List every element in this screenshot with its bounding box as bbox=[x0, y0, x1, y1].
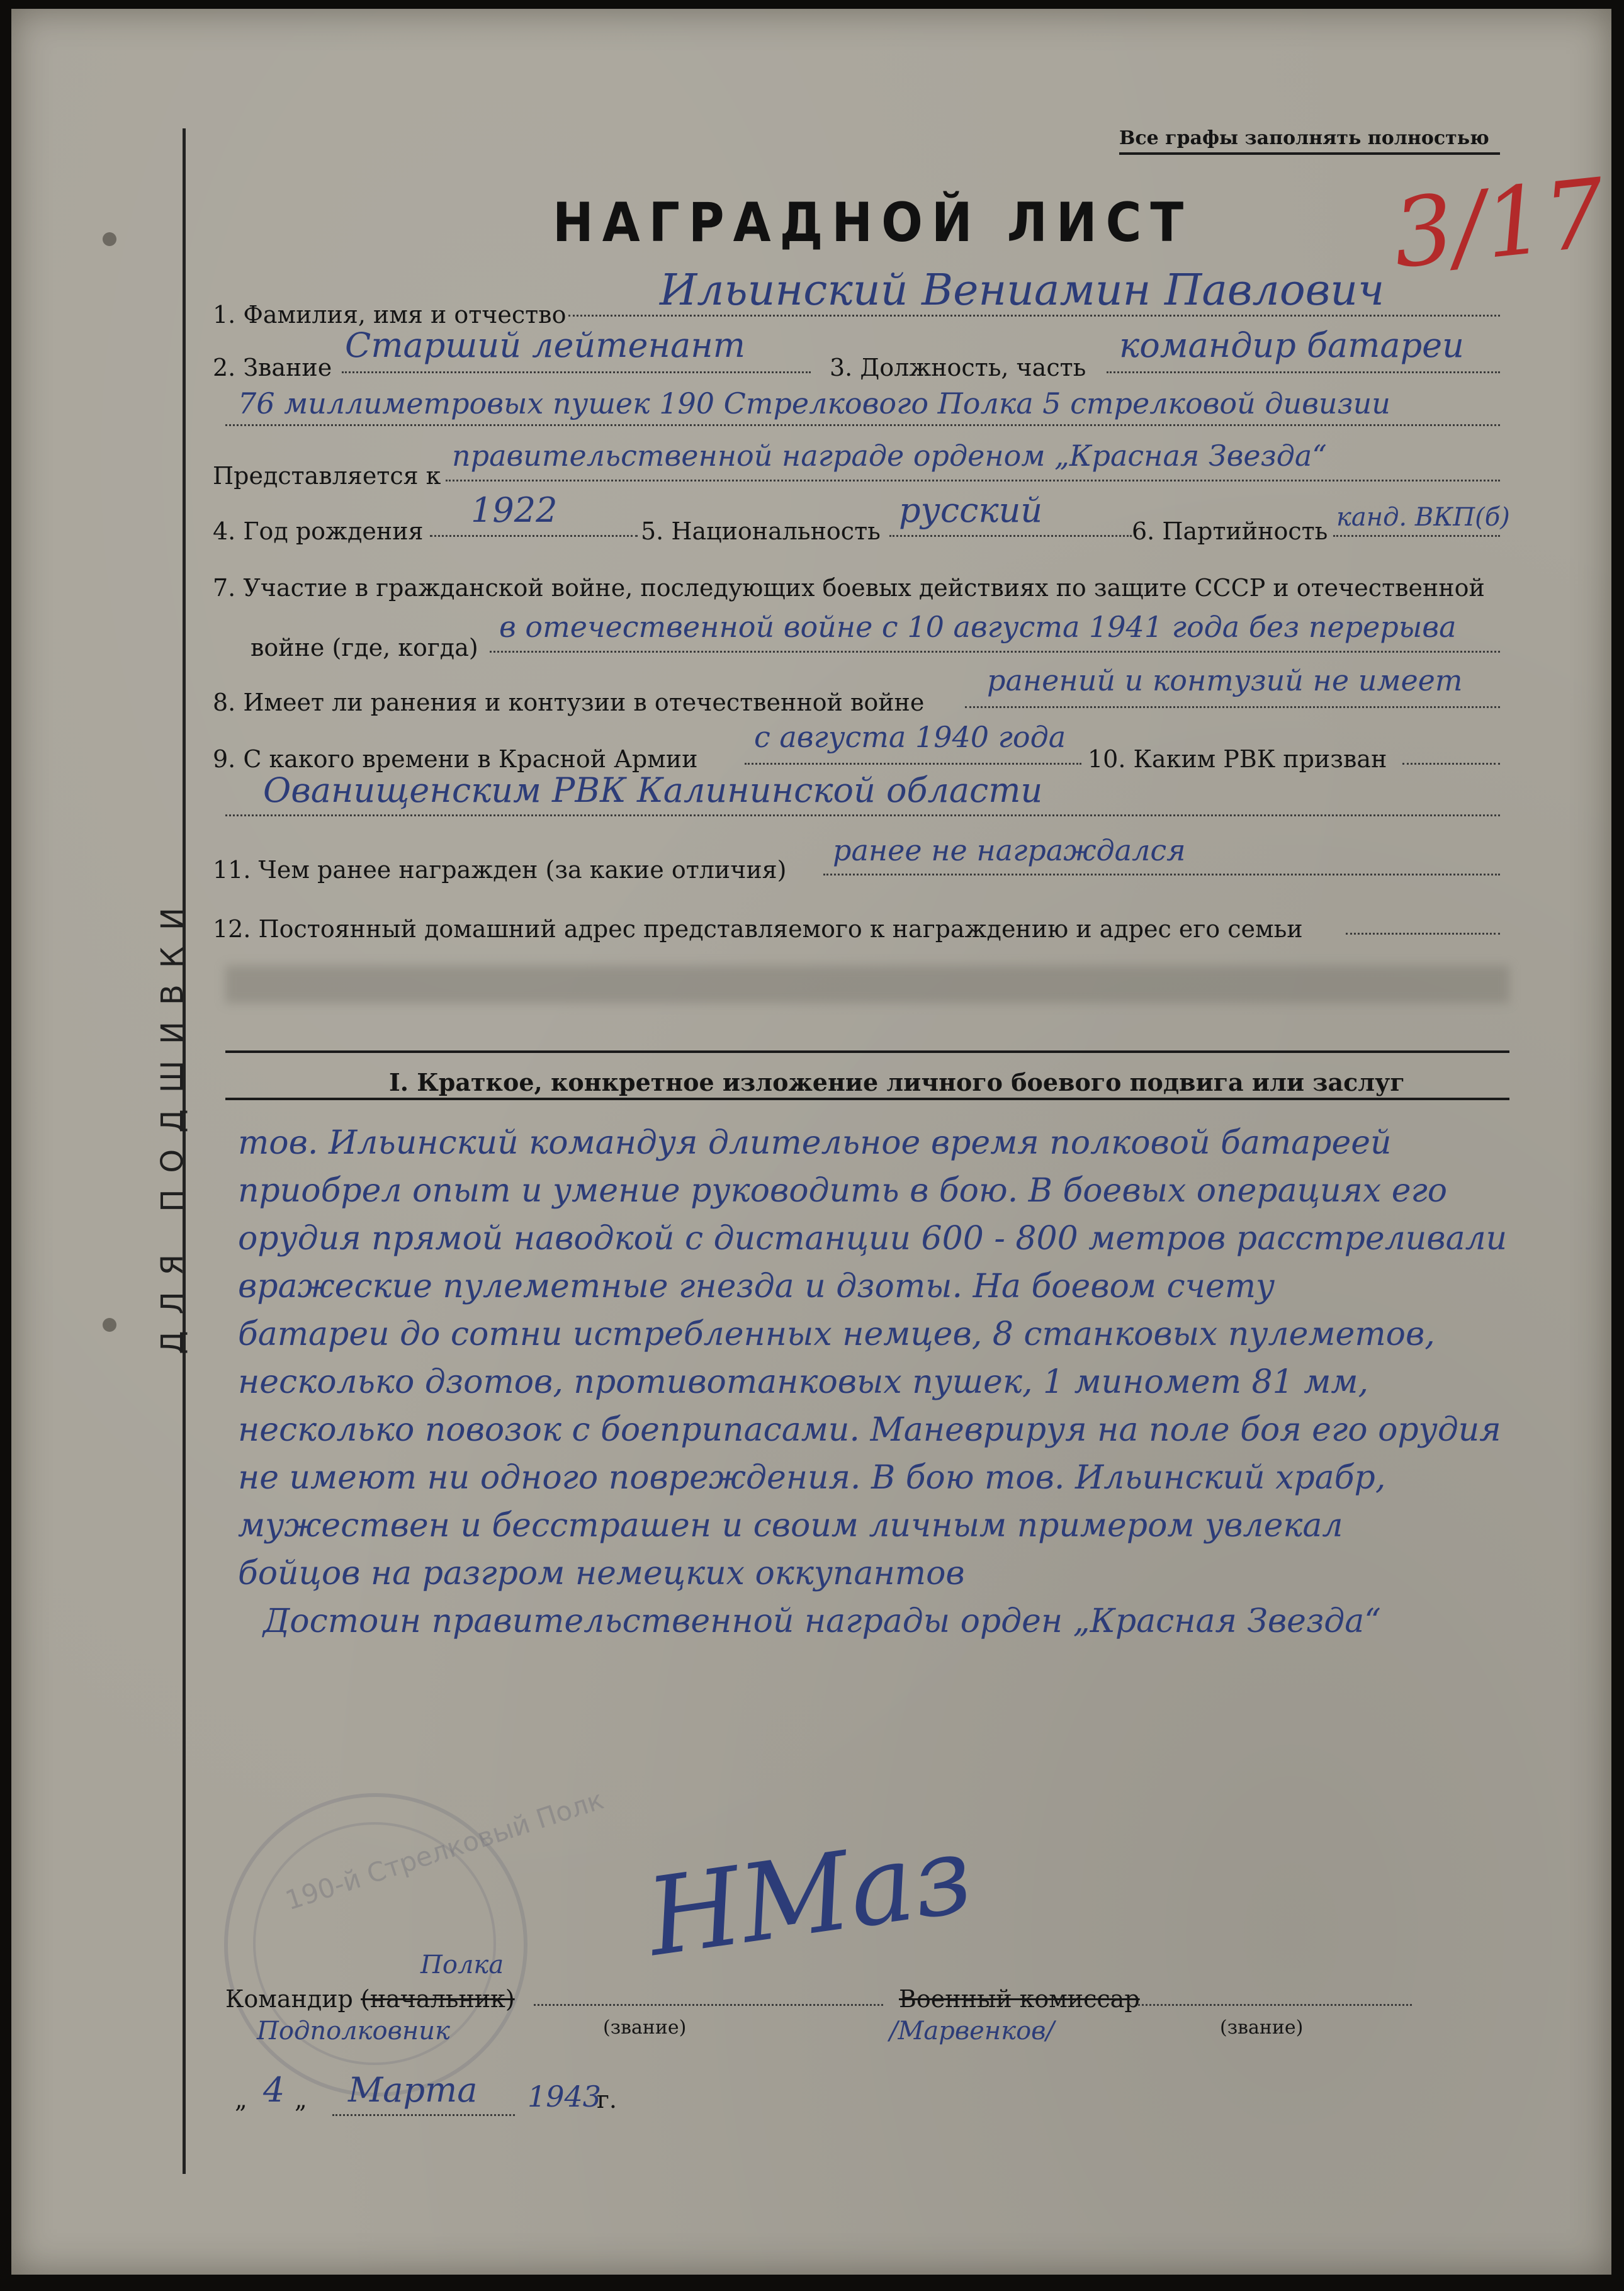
rank-caption: (звание) bbox=[603, 2017, 687, 2039]
field-7-value: в отечественной войне с 10 августа 1941 года без перерыва bbox=[499, 610, 1457, 644]
field-4-value: 1922 bbox=[471, 490, 558, 530]
field-1-label: 1. Фамилия, имя и отчество bbox=[213, 301, 567, 329]
narrative-line: вражеские пулеметные гнезда и дзоты. На боевом счету bbox=[238, 1268, 1275, 1305]
date-suffix: г. bbox=[597, 2086, 617, 2114]
red-pencil-number: 3/17 bbox=[1387, 158, 1611, 290]
narrative-line: не имеют ни одного повреждения. В бою тов. Ильинский храбр, bbox=[238, 1459, 1386, 1497]
field-9-value: с августа 1940 года bbox=[754, 720, 1066, 754]
narrative-line: батареи до сотни истребленных немцев, 8 станковых пулеметов, bbox=[238, 1315, 1435, 1353]
date-year: 1943 bbox=[527, 2080, 602, 2114]
field-5-label: 5. Национальность bbox=[641, 517, 881, 545]
seal-text: 190-й Стрелковый Полк bbox=[281, 1784, 607, 1917]
field-9-line bbox=[745, 763, 1081, 765]
narrative-line: орудия прямой наводкой с дистанции 600 - 800 метров расстреливали bbox=[238, 1220, 1508, 1258]
narrative-line: несколько повозок с боеприпасами. Маневрируя на поле боя его орудия bbox=[238, 1411, 1501, 1449]
field-10-value: Ованищенским РВК Калининской области bbox=[263, 770, 1043, 810]
field-8-line bbox=[965, 706, 1500, 708]
redacted-address bbox=[225, 965, 1509, 1003]
field-7-label-2: войне (где, когда) bbox=[251, 634, 478, 661]
field-5-line bbox=[889, 535, 1132, 537]
section-rule-bottom bbox=[225, 1098, 1509, 1100]
presented-value: правительственной награде орденом „Красная Звезда“ bbox=[452, 439, 1327, 473]
narrative-line: тов. Ильинский командуя длительное время полковой батареей bbox=[238, 1124, 1392, 1162]
commander-signature: НМаз bbox=[640, 1812, 979, 1981]
binding-label: ДЛЯ ПОДШИВКИ bbox=[155, 891, 190, 1354]
commissar-line bbox=[1138, 2004, 1412, 2006]
field-5-value: русский bbox=[899, 490, 1043, 530]
award-sheet bbox=[11, 9, 1611, 2275]
field-8-value: ранений и контузий не имеет bbox=[987, 663, 1463, 697]
field-6-value: канд. ВКП(б) bbox=[1336, 503, 1510, 532]
field-12-line bbox=[1346, 933, 1500, 935]
commander-unit: Полка bbox=[420, 1950, 504, 1979]
commander-line bbox=[534, 2004, 883, 2006]
field-10-line bbox=[1402, 763, 1500, 765]
punch-hole bbox=[103, 1318, 116, 1332]
commissar-struck: Военный комиссар bbox=[899, 1985, 1140, 2013]
field-3-line-cont bbox=[225, 424, 1500, 426]
field-11-value: ранее не награждался bbox=[833, 833, 1186, 867]
field-2-value: Старший лейтенант bbox=[345, 325, 745, 365]
commander-label: Командир bbox=[225, 1985, 353, 2013]
commander-struck: (начальник) bbox=[361, 1985, 515, 2013]
field-11-line bbox=[823, 874, 1500, 875]
narrative-line: Достоин правительственной награды орден „Красная Звезда“ bbox=[263, 1602, 1381, 1640]
field-3-label: 3. Должность, часть bbox=[830, 354, 1086, 381]
field-6-label: 6. Партийность bbox=[1132, 517, 1328, 545]
field-7-line bbox=[490, 651, 1500, 653]
field-9-label: 9. С какого времени в Красной Армии bbox=[213, 745, 698, 773]
rank-value: Подполковник bbox=[257, 2017, 450, 2046]
field-2-label: 2. Звание bbox=[213, 354, 332, 381]
date-month-line bbox=[332, 2114, 515, 2116]
date-day: 4 bbox=[263, 2070, 285, 2110]
narrative-line: мужествен и бесстрашен и своим личным примером увлекал bbox=[238, 1507, 1343, 1545]
field-11-label: 11. Чем ранее награжден (за какие отличия) bbox=[213, 856, 787, 884]
field-3-value-cont: 76 миллиметровых пушек 190 Стрелкового Полка 5 стрелковой дивизии bbox=[238, 386, 1390, 420]
field-3-line bbox=[1107, 371, 1500, 373]
field-4-label: 4. Год рождения bbox=[213, 517, 424, 545]
commissar-name: /Марвенков/ bbox=[889, 2017, 1054, 2046]
field-6-line bbox=[1333, 535, 1500, 537]
narrative-line: бойцов на разгром немецких оккупантов bbox=[238, 1555, 965, 1592]
field-10-line-cont bbox=[225, 814, 1500, 816]
date-quote-open: „ bbox=[235, 2086, 247, 2114]
punch-hole bbox=[103, 232, 116, 246]
field-8-label: 8. Имеет ли ранения и контузии в отечественной войне bbox=[213, 689, 925, 716]
narrative-line: несколько дзотов, противотанковых пушек, 1 миномет 81 мм, bbox=[238, 1363, 1368, 1401]
commissar-caption: (звание) bbox=[1220, 2017, 1304, 2039]
field-4-line bbox=[430, 535, 638, 537]
narrative-line: приобрел опыт и умение руководить в бою. В боевых операциях его bbox=[238, 1172, 1448, 1210]
date-quote-mid: „ bbox=[295, 2086, 307, 2114]
field-12-label: 12. Постоянный домашний адрес представляемого к награждению и адрес его семьи bbox=[213, 915, 1303, 943]
presented-label: Представляется к bbox=[213, 462, 441, 490]
document-title: НАГРАДНОЙ ЛИСТ bbox=[553, 191, 1193, 254]
fill-instruction: Все графы заполнять полностью bbox=[1119, 127, 1489, 149]
field-10-label: 10. Каким РВК призван bbox=[1088, 745, 1387, 773]
section-rule-top bbox=[225, 1050, 1509, 1053]
field-1-value: Ильинский Вениамин Павлович bbox=[660, 266, 1385, 315]
field-3-value: командир батареи bbox=[1119, 325, 1464, 365]
section-title: I. Краткое, конкретное изложение личного боевого подвига или заслуг bbox=[389, 1068, 1405, 1096]
date-month: Марта bbox=[348, 2070, 478, 2110]
instruction-underline bbox=[1119, 152, 1500, 155]
field-2-line bbox=[342, 371, 811, 373]
presented-line bbox=[446, 480, 1500, 481]
field-7-label-1: 7. Участие в гражданской войне, последующих боевых действиях по защите СССР и отечественной bbox=[213, 574, 1485, 602]
